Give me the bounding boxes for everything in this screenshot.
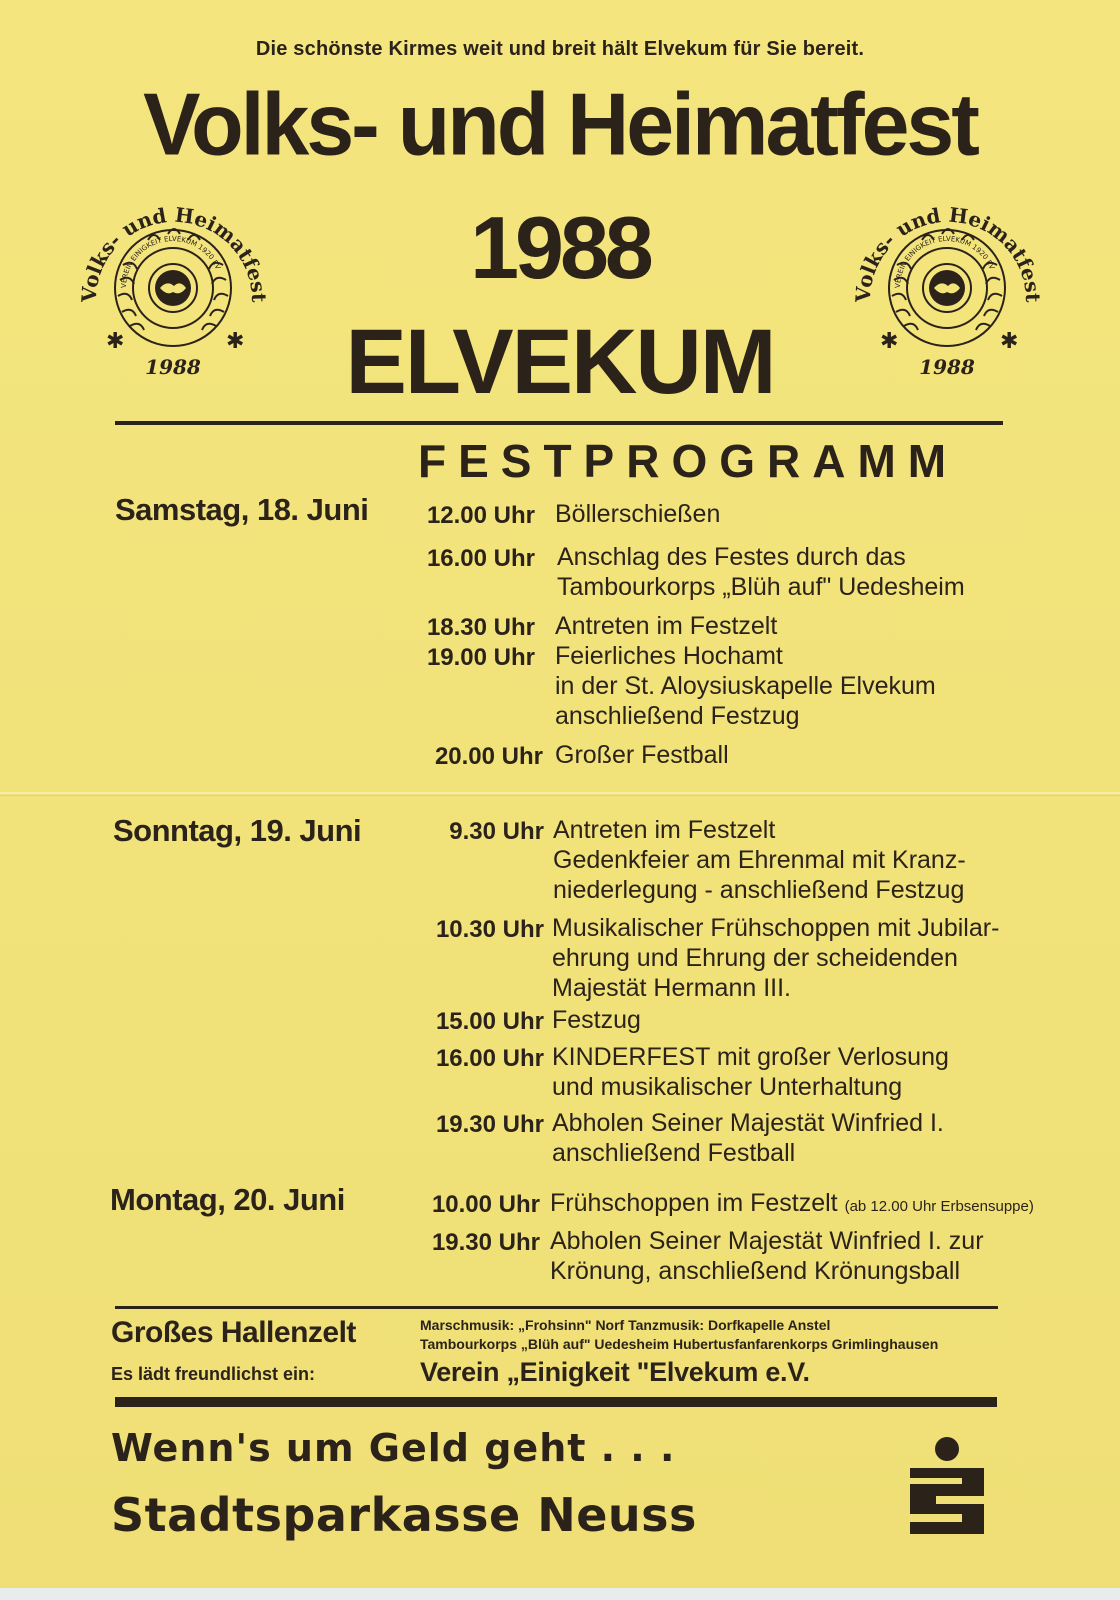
divider <box>115 421 1003 425</box>
paper-edge <box>0 1588 1120 1600</box>
event-description: Großer Festball <box>555 741 729 769</box>
page-title: Volks- und Heimatfest <box>143 76 977 174</box>
event-time: 10.30 Uhr <box>435 916 544 943</box>
svg-text:1988: 1988 <box>919 355 975 379</box>
event-description: Abholen Seiner Majestät Winfried I. anschließend Festball <box>552 1109 944 1167</box>
event-time: 12.00 Uhr <box>426 502 535 529</box>
divider <box>115 1306 998 1309</box>
event-time: 16.00 Uhr <box>426 545 535 572</box>
svg-text:✱: ✱ <box>880 329 899 354</box>
svg-text:✱: ✱ <box>106 329 125 354</box>
event-description: Böllerschießen <box>555 500 721 528</box>
event-time: 19.30 Uhr <box>431 1229 540 1256</box>
slogan: Die schönste Kirmes weit und breit hält Elvekum für Sie bereit. <box>255 38 865 60</box>
event-time: 10.00 Uhr <box>431 1191 540 1218</box>
music-credits: Tambourkorps „Blüh auf" Uedesheim Hubertusfanfarenkorps Grimlinghausen <box>420 1336 939 1352</box>
event-description: Abholen Seiner Majestät Winfried I. zur Krönung, anschließend Krönungsball <box>550 1227 984 1285</box>
svg-text:Volks- und Heimatfest: Volks- und Heimatfest <box>76 202 272 303</box>
svg-text:VEREIN EINIGKEIT ELVEKUM 1920: VEREIN EINIGKEIT ELVEKUM 1920 EV <box>893 234 996 289</box>
event-time: 9.30 Uhr <box>449 818 544 845</box>
bank-name: Stadtsparkasse Neuss <box>111 1488 697 1542</box>
paper-fold-shadow <box>0 795 1120 796</box>
event-description: Frühschoppen im Festzelt (ab 12.00 Uhr Erbsensuppe) <box>550 1189 1034 1217</box>
svg-text:Volks- und Heimatfest: Volks- und Heimatfest <box>850 202 1046 303</box>
day-label: Sonntag, 19. Juni <box>113 813 362 848</box>
event-place: ELVEKUM <box>345 311 775 413</box>
svg-text:VEREIN EINIGKEIT ELVEKUM 1920: VEREIN EINIGKEIT ELVEKUM 1920 EV <box>119 234 222 289</box>
invite-label: Es lädt freundlichst ein: <box>111 1364 316 1384</box>
sparkasse-logo-icon <box>906 1436 988 1538</box>
event-description: Anschlag des Festes durch das Tambourkorps „Blüh auf" Uedesheim <box>557 543 965 601</box>
event-description: Antreten im Festzelt <box>555 612 778 640</box>
divider <box>115 1397 997 1407</box>
day-label: Samstag, 18. Juni <box>115 492 369 527</box>
event-note: (ab 12.00 Uhr Erbsensuppe) <box>844 1198 1034 1215</box>
program-heading: FESTPROGRAMM <box>418 435 959 487</box>
festival-seal-left-icon <box>68 180 278 390</box>
festival-seal-right-icon <box>842 180 1052 390</box>
host-name: Verein „Einigkeit "Elvekum e.V. <box>420 1357 810 1387</box>
paper-fold <box>0 792 1120 794</box>
event-time: 19.30 Uhr <box>435 1111 544 1138</box>
event-description: KINDERFEST mit großer Verlosung und musikalischer Unterhaltung <box>552 1043 949 1101</box>
day-label: Montag, 20. Juni <box>110 1182 345 1217</box>
event-time: 15.00 Uhr <box>435 1008 544 1035</box>
event-year: 1988 <box>470 198 650 297</box>
bank-slogan: Wenn's um Geld geht . . . <box>111 1426 676 1470</box>
svg-text:1988: 1988 <box>145 355 201 379</box>
svg-text:✱: ✱ <box>1000 329 1019 354</box>
event-time: 18.30 Uhr <box>426 614 535 641</box>
event-description: Feierliches Hochamt in der St. Aloysiuskapelle Elvekum anschließend Festzug <box>555 642 936 730</box>
event-time: 19.00 Uhr <box>426 644 535 671</box>
svg-text:✱: ✱ <box>226 329 245 354</box>
event-description: Musikalischer Frühschoppen mit Jubilar- ehrung und Ehrung der scheidenden Majestät Hermann III. <box>552 914 1000 1002</box>
music-credits: Marschmusik: „Frohsinn" Norf Tanzmusik: Dorfkapelle Anstel <box>420 1317 831 1333</box>
event-time: 20.00 Uhr <box>434 743 543 770</box>
event-description: Festzug <box>552 1006 641 1034</box>
event-description: Antreten im Festzelt Gedenkfeier am Ehrenmal mit Kranz- niederlegung - anschließend Festzug <box>553 816 966 904</box>
venue: Großes Hallenzelt <box>111 1316 356 1349</box>
event-time: 16.00 Uhr <box>435 1045 544 1072</box>
